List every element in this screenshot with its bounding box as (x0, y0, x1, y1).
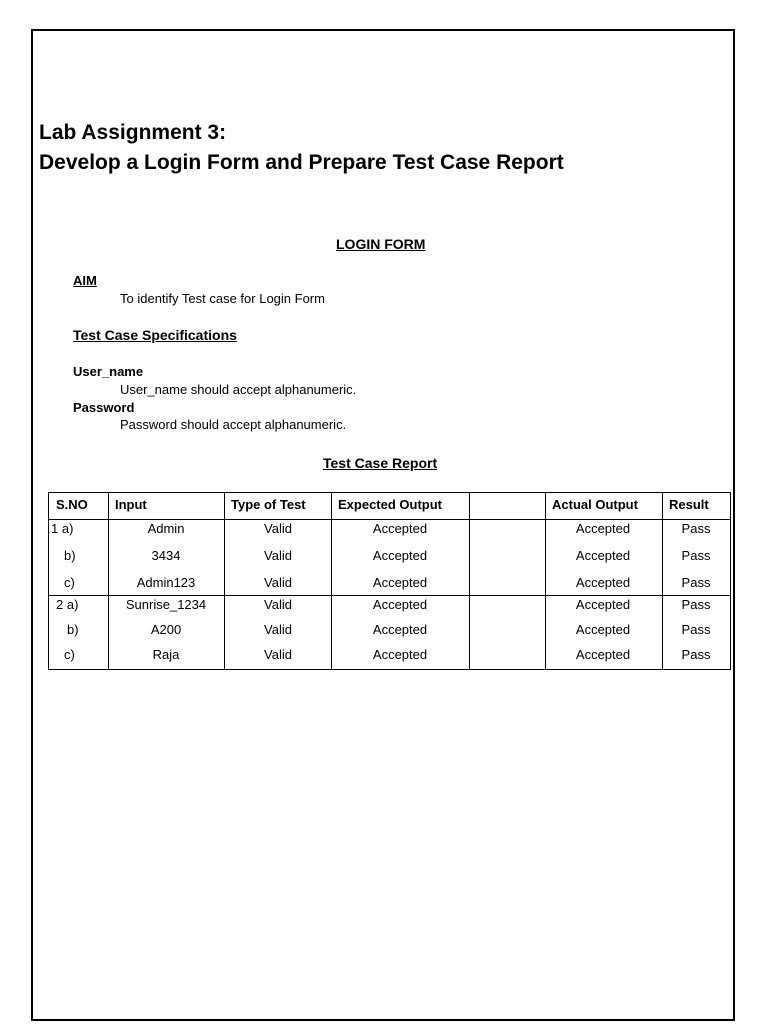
cell-actual: Accepted (575, 575, 631, 590)
cell-actual: Accepted (575, 647, 631, 662)
cell-sno: b) (67, 622, 79, 637)
cell-input: 3434 (151, 548, 181, 563)
test-case-report-heading: Test Case Report (323, 455, 438, 471)
cell-expected: Accepted (372, 521, 428, 536)
cell-actual: Accepted (575, 548, 631, 563)
cell-expected: Accepted (372, 622, 428, 637)
cell-type: Valid (264, 622, 292, 637)
document-title-line2: Develop a Login Form and Prepare Test Case Report (39, 151, 564, 174)
username-spec-text: User_name should accept alphanumeric. (120, 382, 357, 397)
aim-heading: AIM (73, 273, 97, 288)
cell-input: Admin123 (136, 575, 196, 590)
test-case-spec-heading: Test Case Specifications (73, 327, 237, 343)
password-label: Password (73, 400, 135, 415)
cell-input: A200 (150, 622, 182, 637)
document-title-line1: Lab Assignment 3: (39, 121, 227, 144)
cell-sno: 1 a) (51, 521, 74, 536)
cell-result: Pass (681, 647, 711, 662)
cell-expected: Accepted (372, 647, 428, 662)
header-expected-output: Expected Output (338, 497, 443, 512)
cell-type: Valid (264, 548, 292, 563)
header-type-of-test: Type of Test (231, 497, 306, 512)
header-actual-output: Actual Output (552, 497, 638, 512)
cell-input: Sunrise_1234 (125, 597, 207, 612)
cell-result: Pass (681, 622, 711, 637)
cell-type: Valid (264, 575, 292, 590)
cell-sno: 2 a) (56, 597, 79, 612)
cell-sno: c) (64, 575, 75, 590)
cell-type: Valid (264, 597, 292, 612)
cell-expected: Accepted (372, 575, 428, 590)
test-case-report-table (48, 492, 731, 670)
login-form-heading: LOGIN FORM (336, 236, 426, 252)
cell-sno: c) (64, 647, 75, 662)
username-label: User_name (73, 364, 144, 379)
password-spec-text: Password should accept alphanumeric. (120, 417, 347, 432)
cell-actual: Accepted (575, 521, 631, 536)
cell-actual: Accepted (575, 622, 631, 637)
header-input: Input (115, 497, 147, 512)
cell-input: Admin (147, 521, 185, 536)
cell-result: Pass (681, 521, 711, 536)
cell-result: Pass (681, 575, 711, 590)
cell-type: Valid (264, 521, 292, 536)
cell-expected: Accepted (372, 548, 428, 563)
cell-type: Valid (264, 647, 292, 662)
cell-result: Pass (681, 548, 711, 563)
aim-text: To identify Test case for Login Form (120, 291, 325, 306)
header-sno: S.NO (56, 497, 88, 512)
cell-expected: Accepted (372, 597, 428, 612)
header-result: Result (669, 497, 709, 512)
header-divider (49, 519, 730, 520)
cell-actual: Accepted (575, 597, 631, 612)
group-divider (49, 595, 730, 596)
cell-sno: b) (64, 548, 76, 563)
cell-input: Raja (152, 647, 180, 662)
cell-result: Pass (681, 597, 711, 612)
